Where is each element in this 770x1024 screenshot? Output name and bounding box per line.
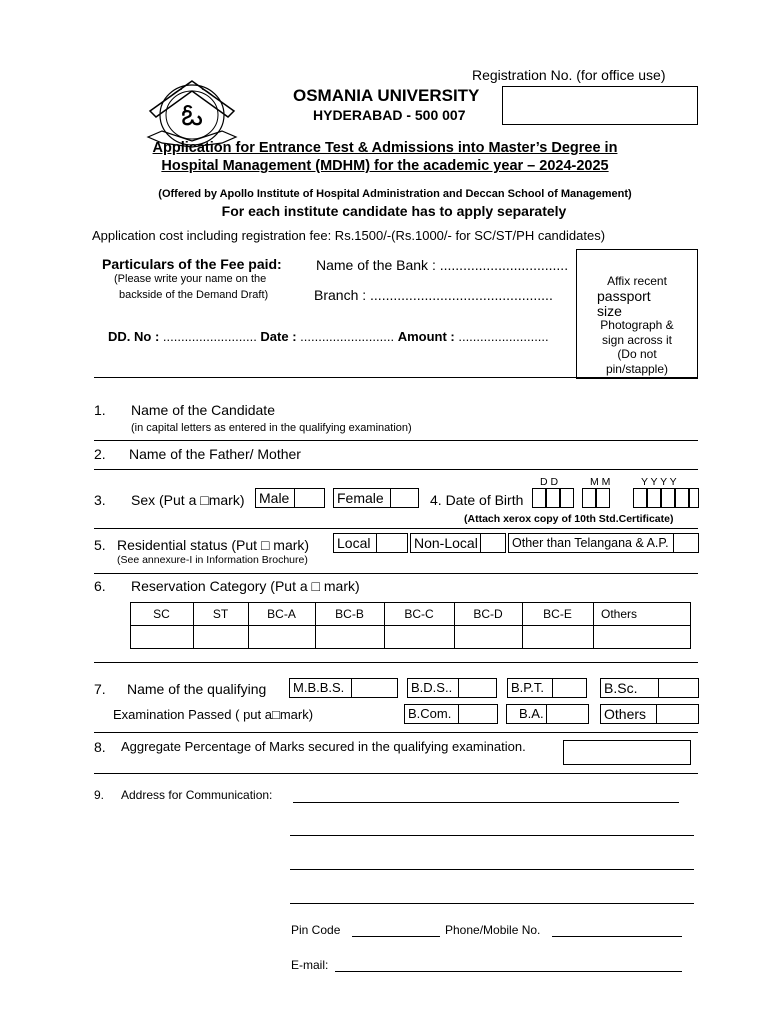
category-bc-e: BC-E	[543, 607, 572, 621]
dob-year-digit-2[interactable]	[647, 488, 661, 508]
exam-bcom-option[interactable]	[404, 704, 498, 724]
category-bc-d: BC-D	[473, 607, 503, 621]
divider	[94, 573, 698, 574]
dob-day-digit-1[interactable]	[532, 488, 546, 508]
address-line-1[interactable]	[293, 802, 679, 803]
phone-line[interactable]	[552, 936, 682, 937]
category-bc-c: BC-C	[404, 607, 434, 621]
checkbox-others[interactable]	[594, 626, 690, 648]
mbbs-label: M.B.B.S.	[293, 680, 345, 695]
fee-note-1: (Please write your name on the	[114, 273, 267, 285]
photo-text-4: Photograph &	[600, 318, 674, 332]
q4-label: 4. Date of Birth	[430, 492, 524, 508]
q5-note: (See annexure-I in Information Brochure)	[117, 554, 308, 566]
q6-label: Reservation Category (Put a □ mark)	[131, 578, 360, 594]
date-label: Date :	[260, 329, 297, 344]
exam-bsc-option[interactable]	[600, 678, 699, 698]
university-name: OSMANIA UNIVERSITY	[293, 86, 480, 105]
address-line-4[interactable]	[290, 903, 694, 904]
residential-other-option[interactable]	[508, 533, 699, 553]
phone-label: Phone/Mobile No.	[445, 923, 541, 937]
checkbox-bc-c[interactable]	[385, 626, 454, 648]
registration-number-box[interactable]	[502, 86, 698, 125]
q8-label: Aggregate Percentage of Marks secured in the qualifying examination.	[121, 739, 526, 754]
female-label: Female	[337, 490, 384, 506]
university-seal-icon	[142, 77, 242, 149]
candidate-name-line[interactable]	[94, 440, 698, 441]
category-others: Others	[601, 607, 638, 621]
exam-ba-option[interactable]	[506, 704, 589, 724]
bpt-label: B.P.T.	[511, 680, 545, 695]
dd-label: DD. No :	[108, 329, 160, 344]
svg-text:ఓ: ఓ	[181, 98, 203, 133]
q1-label: Name of the Candidate	[131, 402, 275, 418]
checkbox-bc-b[interactable]	[316, 626, 384, 648]
divider	[94, 377, 698, 378]
dob-month-digit-1[interactable]	[582, 488, 596, 508]
exam-others-label: Others	[604, 706, 647, 722]
photo-text-3: size	[597, 303, 622, 319]
sex-male-option[interactable]	[255, 488, 325, 508]
dob-year-digit-4[interactable]	[675, 488, 689, 508]
divider	[94, 773, 698, 774]
checkbox-sc[interactable]	[131, 626, 193, 648]
q7-label-2: Examination Passed ( put a□mark)	[113, 707, 314, 722]
q5-label: Residential status (Put □ mark)	[117, 537, 310, 553]
fee-title: Particulars of the Fee paid:	[102, 256, 282, 272]
exam-others-option[interactable]	[600, 704, 699, 724]
category-sc: SC	[153, 607, 170, 621]
q5-number: 5.	[94, 537, 106, 553]
dob-month-digit-2[interactable]	[596, 488, 610, 508]
dob-yyyy-label: Y Y Y Y	[641, 476, 677, 488]
residential-local-option[interactable]	[333, 533, 408, 553]
other-state-label: Other than Telangana & A.P.	[512, 536, 669, 550]
checkbox-bc-e[interactable]	[523, 626, 593, 648]
dob-year-digit-end[interactable]	[689, 488, 699, 508]
checkbox-bc-a[interactable]	[249, 626, 315, 648]
q1-note: (in capital letters as entered in the qualifying examination)	[131, 422, 412, 434]
male-label: Male	[259, 490, 290, 506]
bank-name-field[interactable]: Name of the Bank : .................................	[316, 257, 569, 273]
exam-mbbs-option[interactable]	[289, 678, 398, 698]
dob-note: (Attach xerox copy of 10th Std.Certificate)	[464, 513, 674, 525]
bcom-label: B.Com.	[408, 706, 452, 721]
photo-text-2: passport	[597, 288, 651, 304]
q2-label: Name of the Father/ Mother	[129, 446, 301, 462]
fee-note-2: backside of the Demand Draft)	[119, 289, 269, 301]
bsc-label: B.Sc.	[604, 680, 638, 696]
form-title-line1: Application for Entrance Test & Admissions into Master’s Degree in	[152, 140, 618, 156]
offered-by-note: (Offered by Apollo Institute of Hospital Administration and Deccan School of Management)	[158, 188, 632, 200]
checkbox-st[interactable]	[194, 626, 248, 648]
dob-mm-label: M M	[590, 476, 611, 488]
checkbox-bc-d[interactable]	[455, 626, 522, 648]
amount-label: Amount :	[397, 329, 455, 344]
q3-label: Sex (Put a □mark)	[131, 492, 245, 508]
q9-label: Address for Communication:	[121, 788, 273, 802]
photo-text-7: pin/stapple)	[605, 362, 669, 376]
dob-year-digit-3[interactable]	[661, 488, 675, 508]
bds-label: B.D.S..	[411, 680, 453, 695]
ba-label: B.A.	[519, 706, 544, 721]
divider	[94, 662, 698, 663]
address-line-3[interactable]	[290, 869, 694, 870]
parent-name-line[interactable]	[94, 469, 698, 470]
dob-dd-label: D D	[540, 476, 559, 488]
branch-field[interactable]: Branch : ...............................................	[314, 287, 553, 303]
category-st: ST	[212, 607, 229, 621]
application-cost: Application cost including registration fee: Rs.1500/-(Rs.1000/- for SC/ST/PH candidates)	[92, 228, 606, 243]
dob-year-digit-1[interactable]	[633, 488, 647, 508]
q7-number: 7.	[94, 681, 106, 697]
dd-date-field[interactable]: ..........................	[296, 329, 398, 344]
divider	[94, 528, 698, 529]
dob-day-digit-3[interactable]	[560, 488, 574, 508]
dob-day-digit-2[interactable]	[546, 488, 560, 508]
amount-field[interactable]: .........................	[454, 329, 549, 344]
form-title-line2: Hospital Management (MDHM) for the academic year – 2024-2025	[161, 158, 609, 174]
registration-label: Registration No. (for office use)	[472, 67, 666, 83]
q6-number: 6.	[94, 578, 106, 594]
q9-number: 9.	[94, 788, 105, 802]
category-bc-b: BC-B	[335, 607, 364, 621]
q7-label: Name of the qualifying	[127, 681, 267, 697]
q3-number: 3.	[94, 492, 106, 508]
photo-text-1: Affix recent	[607, 274, 667, 288]
q1-number: 1.	[94, 402, 106, 418]
residential-nonlocal-option[interactable]	[410, 533, 506, 553]
nonlocal-label: Non-Local	[414, 535, 478, 551]
sex-female-option[interactable]	[333, 488, 419, 508]
exam-bds-option[interactable]	[407, 678, 497, 698]
q8-number: 8.	[94, 739, 106, 755]
q2-number: 2.	[94, 446, 106, 462]
photo-text-5: sign across it	[601, 333, 673, 347]
exam-bpt-option[interactable]	[507, 678, 587, 698]
each-institute-note: For each institute candidate has to apply separately	[221, 203, 567, 219]
address-line-2[interactable]	[290, 835, 694, 836]
photo-text-6: (Do not	[617, 347, 657, 361]
category-bc-a: BC-A	[267, 607, 296, 621]
email-line[interactable]	[335, 971, 682, 972]
local-label: Local	[337, 535, 371, 551]
divider	[94, 732, 698, 733]
email-label: E-mail:	[291, 958, 329, 972]
dd-number-field[interactable]: ..........................	[159, 329, 261, 344]
pin-code-label: Pin Code	[291, 923, 341, 937]
pin-code-line[interactable]	[352, 936, 440, 937]
university-city: HYDERABAD - 500 007	[313, 107, 466, 123]
aggregate-percentage-box[interactable]	[563, 740, 691, 765]
